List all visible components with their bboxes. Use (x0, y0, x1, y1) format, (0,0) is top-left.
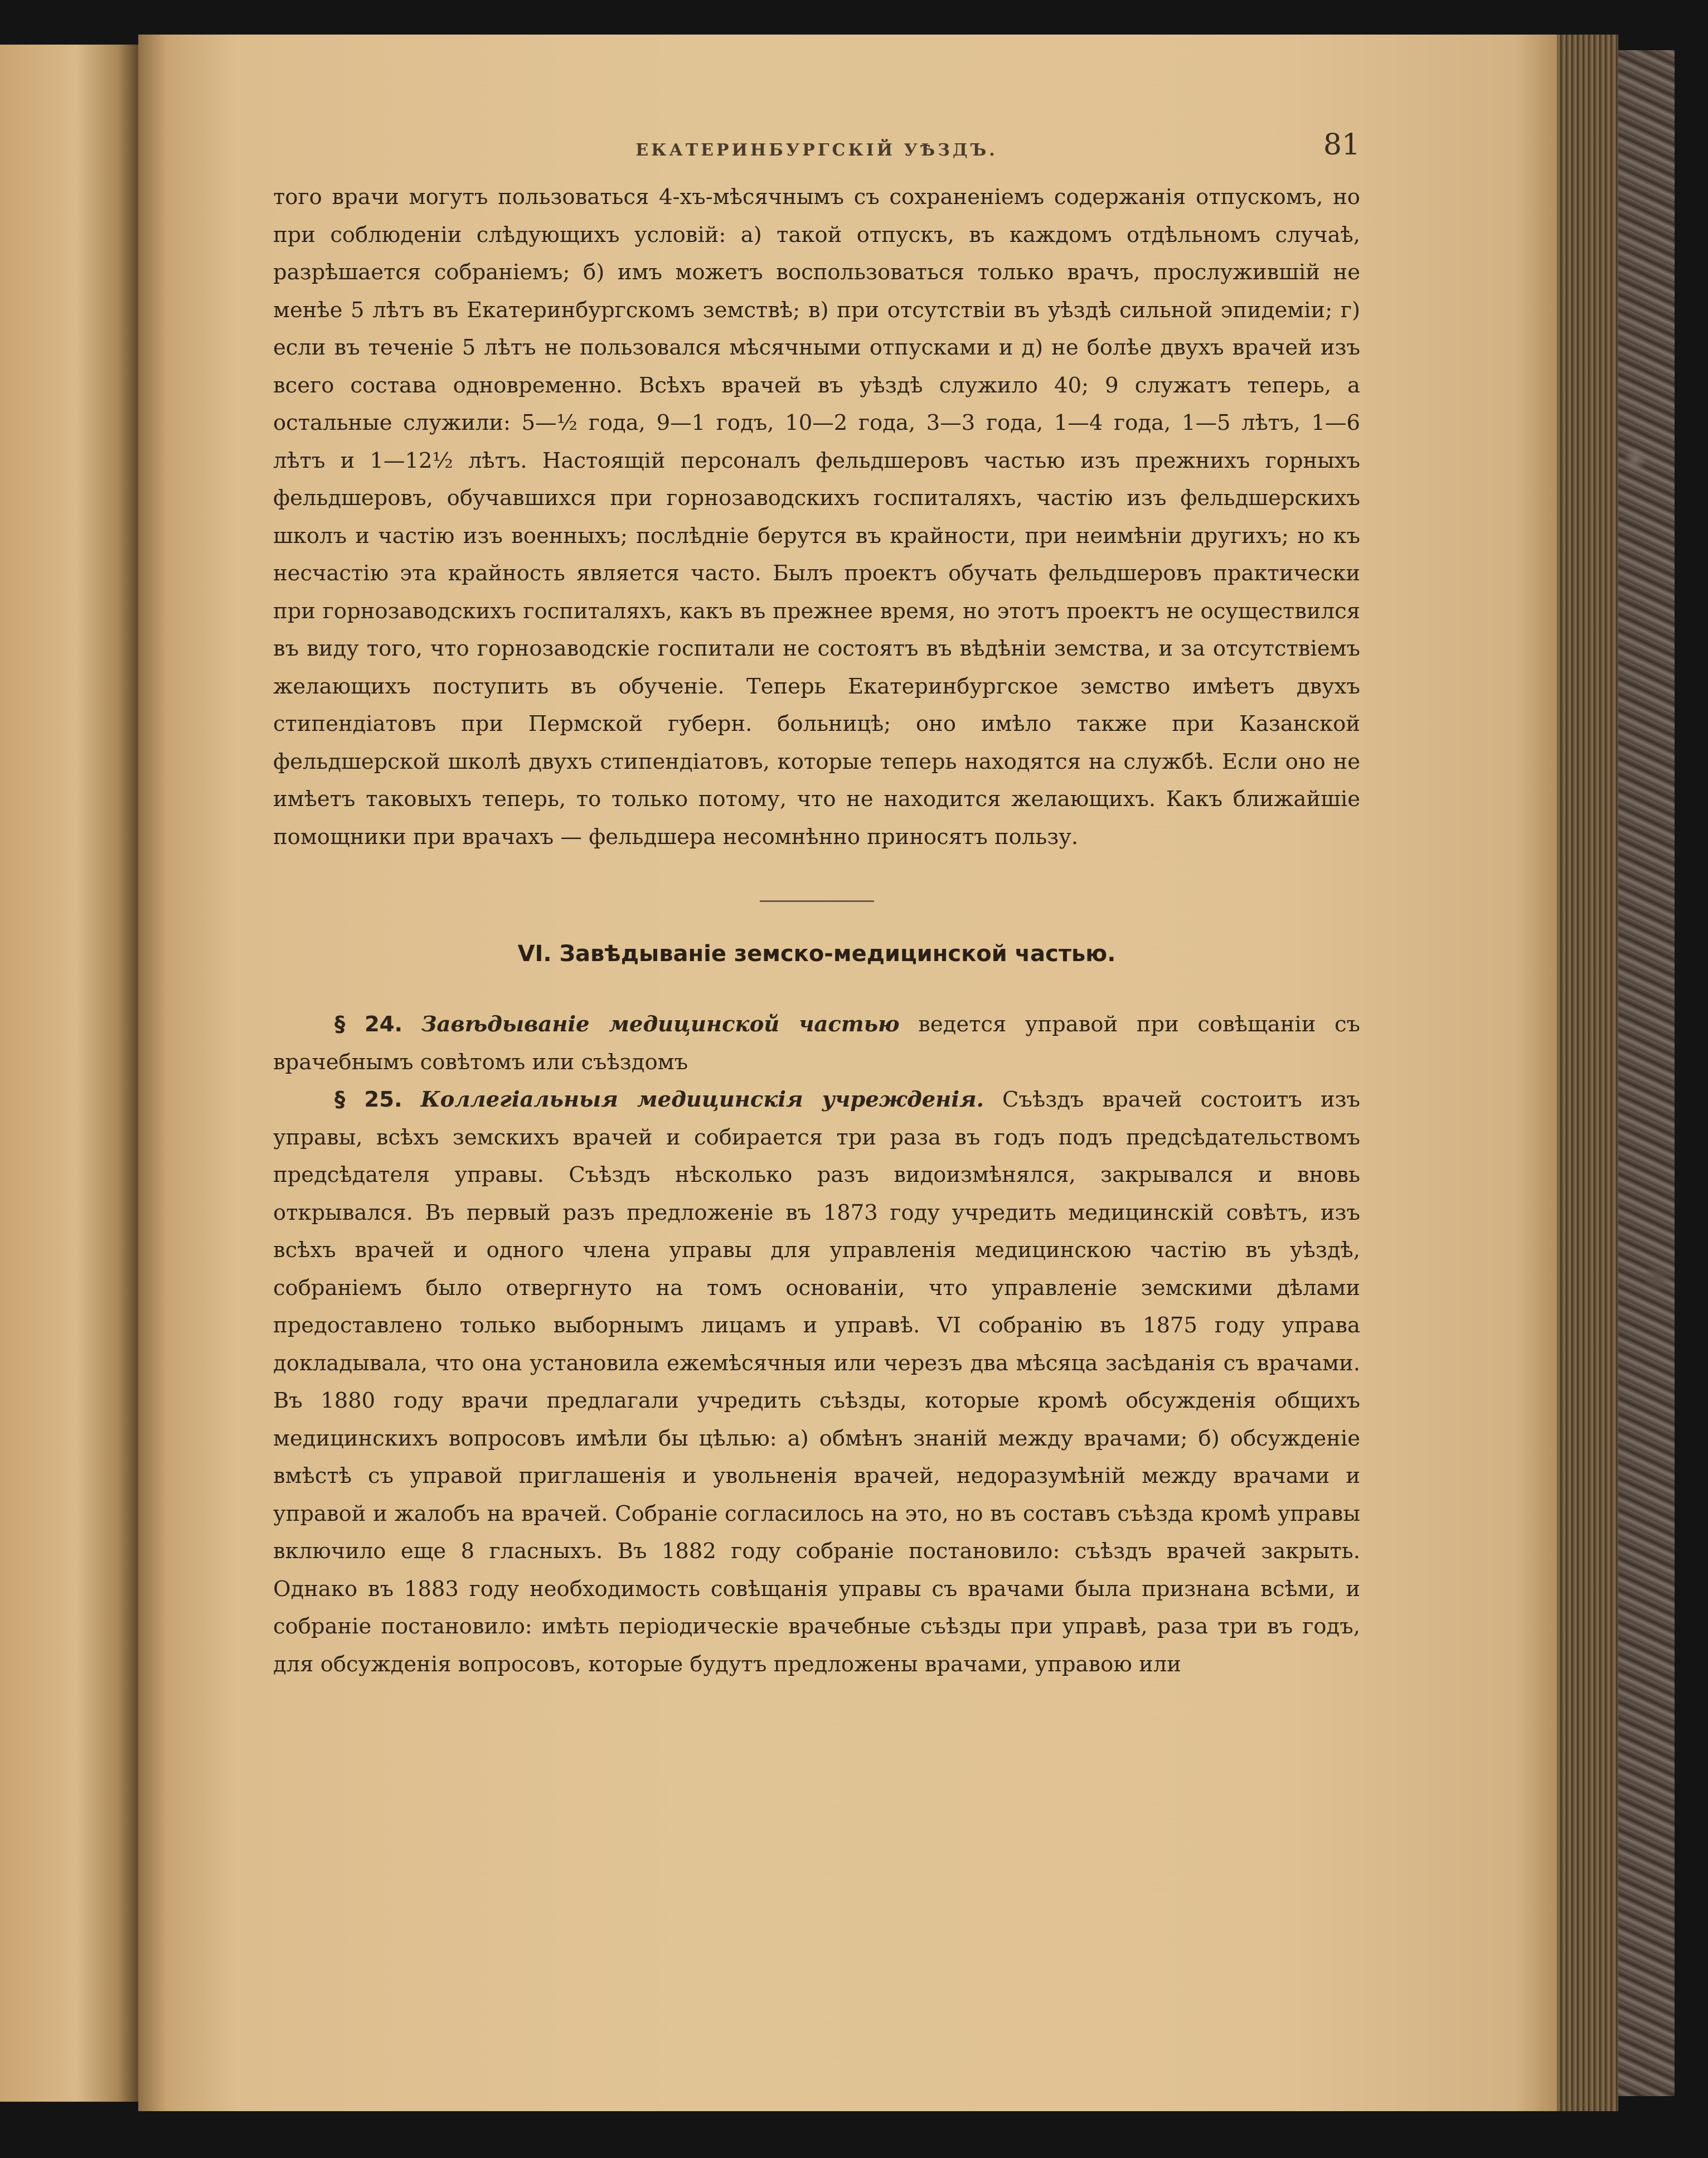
section-25 (273, 1081, 1360, 1683)
section-24-title: Завѣдываніе медицинской частью (421, 1012, 900, 1037)
section-24-number: § 24. (334, 1012, 403, 1037)
paragraph-1: того врачи могутъ пользоваться 4-хъ-мѣсячнымъ съ сохраненіемъ содержанія отпускомъ, но при соблюденіи слѣдующихъ условій: а) такой отпускъ, въ каждомъ отдѣльномъ случаѣ, разрѣшается собраніемъ; б) имъ можетъ воспользоваться только врачъ, прослужившій не менѣе 5 лѣтъ въ Екатеринбургскомъ земствѣ; в) при отсутствіи въ уѣздѣ сильной эпидеміи; г) если въ теченіе 5 лѣтъ не пользовался мѣсячными отпусками и д) не болѣе двухъ врачей изъ всего состава одновременно. Всѣхъ врачей въ уѣздѣ служило 40; 9 служатъ теперь, а остальные служили: 5—½ года, 9—1 годъ, 10—2 года, 3—3 года, 1—4 года, 1—5 лѣтъ, 1—6 лѣтъ и 1—12½ лѣтъ. Настоящій персоналъ фельдшеровъ частью изъ прежнихъ горныхъ фельдшеровъ, обучавшихся при горнозаводскихъ госпиталяхъ, частію изъ фельдшерскихъ школъ и частію изъ военныхъ; послѣдніе берутся въ крайности, при неимѣніи другихъ; но къ несчастію эта крайность является часто. Былъ проектъ обучать фельдшеровъ практически при горнозаводскихъ госпиталяхъ, какъ въ прежнее время, но этотъ проектъ не осуществился въ виду того, что горнозаводскіе госпитали не состоятъ въ вѣдѣніи земства, и за отсутствіемъ желающихъ поступить въ обученіе. Теперь Екатеринбургское земство имѣетъ двухъ стипендіатовъ при Пермской губерн. больницѣ; оно имѣло также при Казанской фельдшерской школѣ двухъ стипендіатовъ, которые теперь находятся на службѣ. Если оно не имѣетъ таковыхъ теперь, то только потому, что не находится желающихъ. Какъ ближайшіе помощники при врачахъ — фельдшера несомнѣнно приносятъ пользу. (273, 185, 1360, 850)
marbled-cover (1618, 50, 1675, 2096)
section-25-number: § 25. (334, 1087, 402, 1112)
running-head (273, 128, 1360, 178)
section-25-title: Коллегіальныя медицинскія учрежденія. (420, 1087, 984, 1112)
section-24 (273, 1006, 1360, 1081)
section-divider (760, 900, 874, 902)
left-page-edge (0, 45, 139, 2102)
section-heading: VI. Завѣдываніе земско-медицинской частью. (517, 941, 1116, 967)
page-content (273, 128, 1360, 1683)
page-number: 81 (1323, 128, 1360, 162)
section-24-text: ведется управой при совѣщаніи съ врачебнымъ совѣтомъ или съѣздомъ (273, 1012, 1360, 1075)
section-25-text: Съѣздъ врачей состоитъ изъ управы, всѣхъ земскихъ врачей и собирается три раза въ годъ подъ предсѣдательствомъ предсѣдателя управы. Съѣздъ нѣсколько разъ видоизмѣнялся, закрывался и вновь открывался. Въ первый разъ предложеніе въ 1873 году учредить медицинскій совѣтъ, изъ всѣхъ врачей и одного члена управы для управленія медицинскою частію въ уѣздѣ, собраніемъ было отвергнуто на томъ основаніи, что управленіе земскими дѣлами предоставлено только выборнымъ лицамъ и управѣ. VI собранію въ 1875 году управа докладывала, что она установила ежемѣсячныя или черезъ два мѣсяца засѣданія съ врачами. Въ 1880 году врачи предлагали учредить съѣзды, которые кромѣ обсужденія общихъ медицинскихъ вопросовъ имѣли бы цѣлью: а) обмѣнъ знаній между врачами; б) обсужденіе вмѣстѣ съ управой приглашенія и увольненія врачей, недоразумѣній между врачами и управой и жалобъ на врачей. Собраніе согласилось на это, но въ составъ съѣзда кромѣ управы включило еще 8 гласныхъ. Въ 1882 году собраніе постановило: съѣздъ врачей закрыть. Однако въ 1883 году необходимость совѣщанія управы съ врачами была признана всѣми, и собраніе постановило: имѣть періодическіе врачебные съѣзды при управѣ, раза три въ годъ, для обсужденія вопросовъ, которые будутъ предложены врачами, управою или (273, 1087, 1360, 1677)
page-stack-edges (1557, 35, 1618, 2111)
running-head-title: ЕКАТЕРИНБУРГСКІЙ УѢЗДЪ. (635, 140, 998, 160)
